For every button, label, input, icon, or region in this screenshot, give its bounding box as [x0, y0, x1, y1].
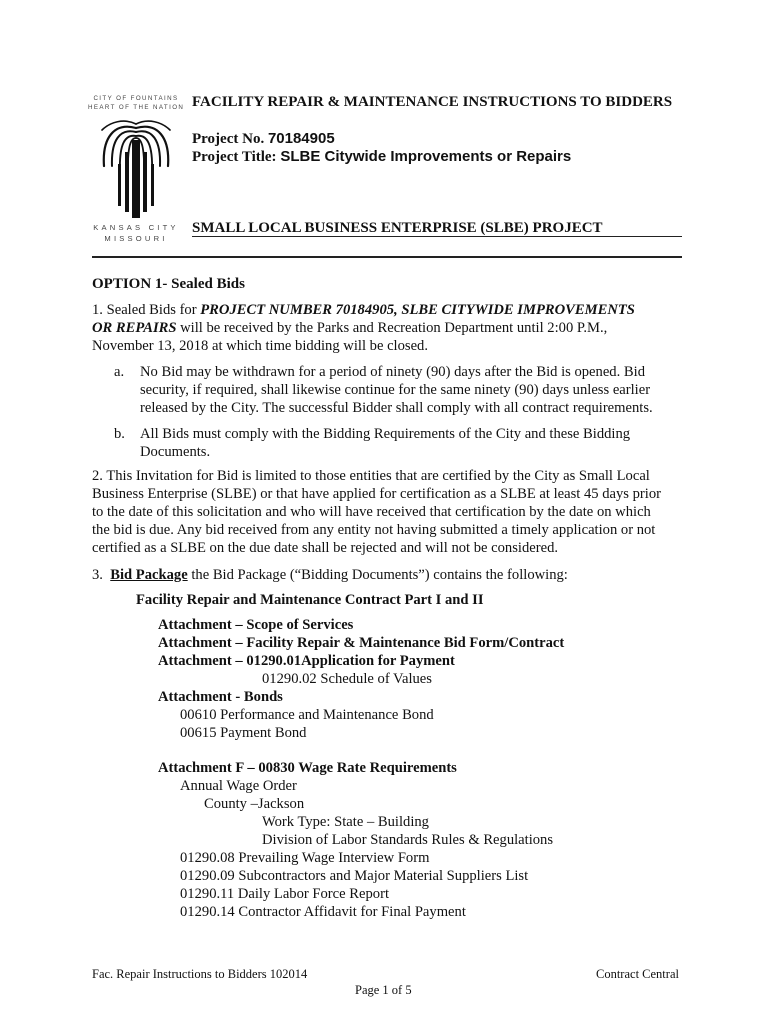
footer-left: Fac. Repair Instructions to Bidders 102014 — [92, 967, 308, 981]
project-emphasis-cont: OR REPAIRS — [92, 320, 177, 336]
form-contractor-affidavit: 01290.14 Contractor Affidavit for Final Payment — [180, 904, 466, 920]
paragraph-text: the Bid Package (“Bidding Documents”) contains the following: — [191, 567, 568, 583]
paragraph-number: 1. — [92, 302, 103, 318]
paragraph-number: 3. — [92, 567, 103, 583]
paragraph-2-line-3: to the date of this solicitation and who will have received that certification by the date on which — [92, 504, 651, 520]
project-number — [192, 130, 335, 148]
paragraph-2-line-5: certified as a SLBE on the due date shall be rejected and will not be considered. — [92, 540, 559, 556]
annual-wage-order: Annual Wage Order — [180, 778, 297, 794]
paragraph-2-line-2: Business Enterprise (SLBE) or that have applied for certification as a SLBE at least 45 days prior — [92, 486, 661, 502]
list-item-a-line-3: released by the City. The successful Bidder shall comply with all contract requirements. — [140, 400, 653, 416]
paragraph-number: 2. — [92, 468, 103, 484]
project-emphasis: PROJECT NUMBER 70184905, SLBE CITYWIDE IMPROVEMENTS — [200, 302, 635, 318]
project-number-label: Project No. — [192, 131, 265, 147]
list-marker-a: a. — [114, 364, 125, 380]
contract-heading: Facility Repair and Maintenance Contract Part I and II — [136, 592, 484, 608]
project-title-value: SLBE Citywide Improvements or Repairs — [280, 148, 572, 165]
city-logo-fountain-icon — [96, 116, 176, 220]
attachment-bid-form: Attachment – Facility Repair & Maintenance Bid Form/Contract — [158, 635, 565, 651]
project-title-label: Project Title: — [192, 149, 277, 165]
logo-text-city: KANSAS CITY — [93, 223, 179, 232]
attachment-schedule: 01290.02 Schedule of Values — [262, 671, 432, 687]
bond-performance: 00610 Performance and Maintenance Bond — [180, 707, 434, 723]
bond-payment: 00615 Payment Bond — [180, 725, 307, 741]
form-subcontractors: 01290.09 Subcontractors and Major Material Suppliers List — [180, 868, 529, 884]
attachment-wage: Attachment F – 00830 Wage Rate Requirements — [158, 760, 457, 776]
paragraph-1-line-1 — [92, 301, 635, 319]
header-divider — [92, 256, 682, 258]
heading-underline — [192, 236, 682, 237]
paragraph-1-line-3: November 13, 2018 at which time bidding will be closed. — [92, 338, 428, 354]
page-number: Page 1 of 5 — [355, 983, 412, 997]
attachment-scope: Attachment – Scope of Services — [158, 617, 354, 633]
paragraph-2-line-1 — [92, 467, 650, 485]
paragraph-1-line-2 — [92, 319, 607, 337]
paragraph-lead: Sealed Bids for — [106, 302, 197, 318]
attachment-bonds: Attachment - Bonds — [158, 689, 283, 705]
logo-text-state: MISSOURI — [104, 234, 168, 243]
attachment-payment: Attachment – 01290.01Application for Payment — [158, 653, 455, 669]
paragraph-text: This Invitation for Bid is limited to those entities that are certified by the City as Small Local — [106, 468, 650, 484]
bid-package-label: Bid Package — [110, 567, 188, 583]
logo-text-subtitle: HEART OF THE NATION — [88, 104, 185, 111]
project-title — [192, 148, 571, 166]
paragraph-3 — [92, 566, 568, 584]
labor-standards: Division of Labor Standards Rules & Regulations — [262, 832, 554, 848]
slbe-heading: SMALL LOCAL BUSINESS ENTERPRISE (SLBE) PROJECT — [192, 220, 603, 236]
list-item-a-line-2: security, if required, shall likewise continue for the same ninety (90) days unless earlier — [140, 382, 651, 398]
document-title: FACILITY REPAIR & MAINTENANCE INSTRUCTIONS TO BIDDERS — [192, 94, 673, 110]
paragraph-2-line-4: the bid is due. Any bid received from any entity not having submitted a timely application or not — [92, 522, 656, 538]
list-item-b-line-2: Documents. — [140, 444, 211, 460]
logo-text-top: CITY OF FOUNTAINS — [93, 95, 179, 102]
section-heading: OPTION 1- Sealed Bids — [92, 276, 245, 292]
work-type: Work Type: State – Building — [262, 814, 429, 830]
list-item-b-line-1: All Bids must comply with the Bidding Requirements of the City and these Bidding — [140, 426, 631, 442]
county: County –Jackson — [204, 796, 305, 812]
list-marker-b: b. — [114, 426, 125, 442]
form-daily-labor: 01290.11 Daily Labor Force Report — [180, 886, 389, 902]
list-item-a-line-1: No Bid may be withdrawn for a period of ninety (90) days after the Bid is opened. Bid — [140, 364, 645, 380]
footer-right: Contract Central — [596, 967, 679, 981]
project-number-value: 70184905 — [267, 130, 335, 147]
paragraph-text: will be received by the Parks and Recreation Department until 2:00 P.M., — [180, 320, 608, 336]
form-prevailing-wage: 01290.08 Prevailing Wage Interview Form — [180, 850, 430, 866]
